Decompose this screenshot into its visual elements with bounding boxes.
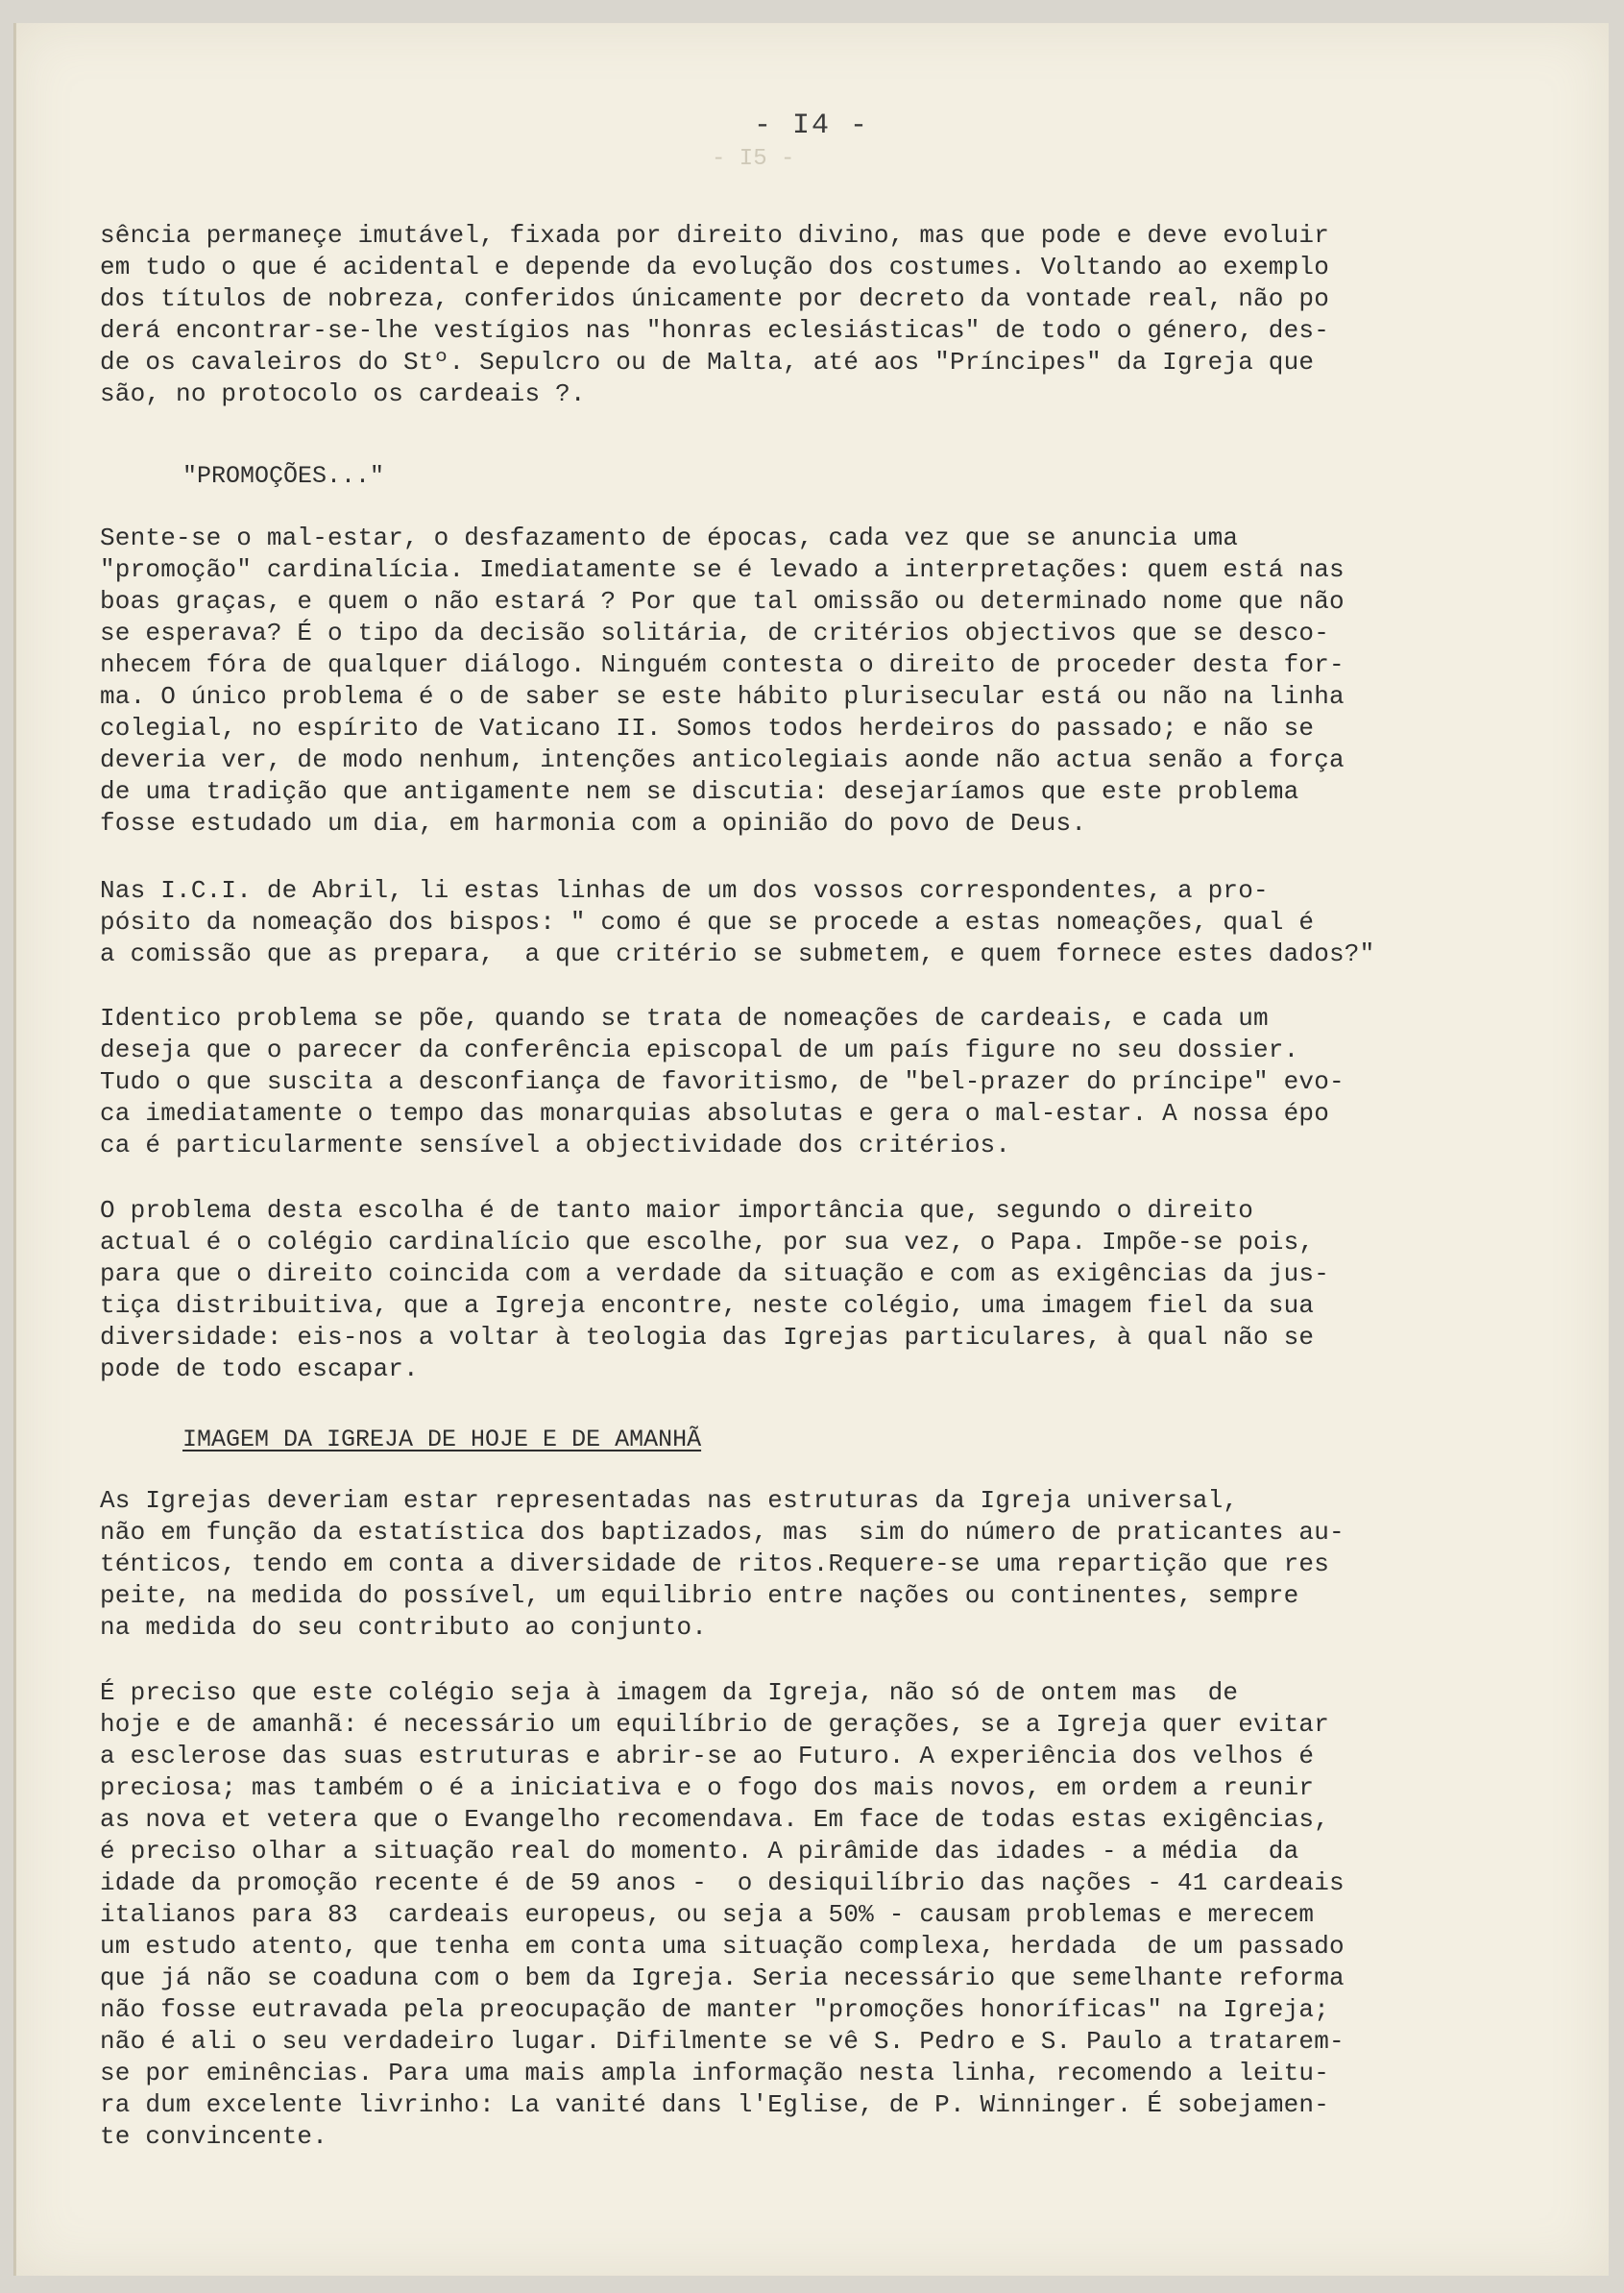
bleed-through-page-number: - I5 - [712, 146, 795, 172]
document-page [13, 23, 1609, 2276]
paragraph-5: O problema desta escolha é de tanto maior importância que, segundo o direito actual é o colégio cardinalício que escolhe, por sua vez, o Papa. Impõe-se pois, para que o direito coincida com a verdade da situação e com as exigências da jus- tiça distribuitiva, que a Igreja encontre, neste colégio, uma imagem fiel da sua diversidade: eis-nos a voltar à teologia das Igrejas particulares, à qual não se pode de todo escapar. [100, 1196, 1330, 1383]
page-number: - I4 - [753, 110, 870, 142]
paragraph-2: Sente-se o mal-estar, o desfazamento de épocas, cada vez que se anuncia uma "promoção" cardinalícia. Imediatamente se é levado a interpretações: quem está nas boas graças, e quem o não estará ? Por que tal omissão ou determinado nome que não se esperava? É o tipo da decisão solitária, de critérios objectivos que se desco- nhecem fóra de qualquer diálogo. Ninguém contesta o direito de proceder desta for- ma. O único problema é o de saber se este hábito plurisecular está ou não na linha colegial, no espírito de Vaticano II. Somos todos herdeiros do passado; e não se deveria ver, de modo nenhum, intenções anticolegiais aonde não actua senão a força de uma tradição que antigamente nem se discutia: desejaríamos que este problema fosse estudado um dia, em harmonia com a opinião do povo de Deus. [100, 524, 1345, 838]
paragraph-1: sência permaneçe imutável, fixada por direito divino, mas que pode e deve evoluir em tudo o que é acidental e depende da evolução dos costumes. Voltando ao exemplo dos títulos de nobreza, conferidos únicamente por decreto da vontade real, não po derá encontrar-se-lhe vestígios nas "honras eclesiásticas" de todo o género, des- de os cavaleiros do Stº. Sepulcro ou de Malta, até aos "Príncipes" da Igreja que são, no protocolo os cardeais ?. [100, 221, 1330, 408]
page-edge [14, 23, 16, 2276]
paragraph-4: Identico problema se põe, quando se trata de nomeações de cardeais, e cada um deseja que o parecer da conferência episcopal de um país figure no seu dossier. Tudo o que suscita a desconfiança de favoritismo, de "bel-prazer do príncipe" evo- ca imediatamente o tempo das monarquias absolutas e gera o mal-estar. A nossa épo ca é particularmente sensível a objectividade dos critérios. [100, 1004, 1345, 1159]
paragraph-3: Nas I.C.I. de Abril, li estas linhas de um dos vossos correspondentes, a pro- pósito da nomeação dos bispos: " como é que se procede a estas nomeações, qual é a comissão que as prepara, a que critério se submetem, e quem fornece estes dados?" [100, 876, 1375, 968]
paragraph-6: As Igrejas deveriam estar representadas nas estruturas da Igreja universal, não em função da estatística dos baptizados, mas sim do número de praticantes au- ténticos, tendo em conta a diversidade de ritos.Requere-se uma repartição que res peite, na medida do possível, um equilibrio entre nações ou continentes, sempre na medida do seu contributo ao conjunto. [100, 1486, 1345, 1642]
heading-promocoes: "PROMOÇÕES..." [182, 462, 385, 490]
paragraph-7: É preciso que este colégio seja à imagem da Igreja, não só de ontem mas de hoje e de amanhã: é necessário um equilíbrio de gerações, se a Igreja quer evitar a esclerose das suas estruturas e abrir-se ao Futuro. A experiência dos velhos é preciosa; mas também o é a iniciativa e o fogo dos mais novos, em ordem a reunir as nova et vetera que o Evangelho recomendava. Em face de todas estas exigências, é preciso olhar a situação real do momento. A pirâmide das idades - a média da idade da promoção recente é de 59 anos - o desiquilíbrio das nações - 41 cardeais italianos para 83 cardeais europeus, ou seja a 50% - causam problemas e merecem um estudo atento, que tenha em conta uma situação complexa, herdada de um passado que já não se coaduna com o bem da Igreja. Seria necessário que semelhante reforma não fosse eutravada pela preocupação de manter "promoções honoríficas" na Igreja; não é ali o seu verdadeiro lugar. Difilmente se vê S. Pedro e S. Paulo a tratarem- se por eminências. Para uma mais ampla informação nesta linha, recomendo a leitu- ra dum excelente livrinho: La vanité dans l'Eglise, de P. Winninger. É sobejamen- te convincente. [100, 1678, 1345, 2151]
heading-imagem: IMAGEM DA IGREJA DE HOJE E DE AMANHÃ [182, 1426, 702, 1453]
